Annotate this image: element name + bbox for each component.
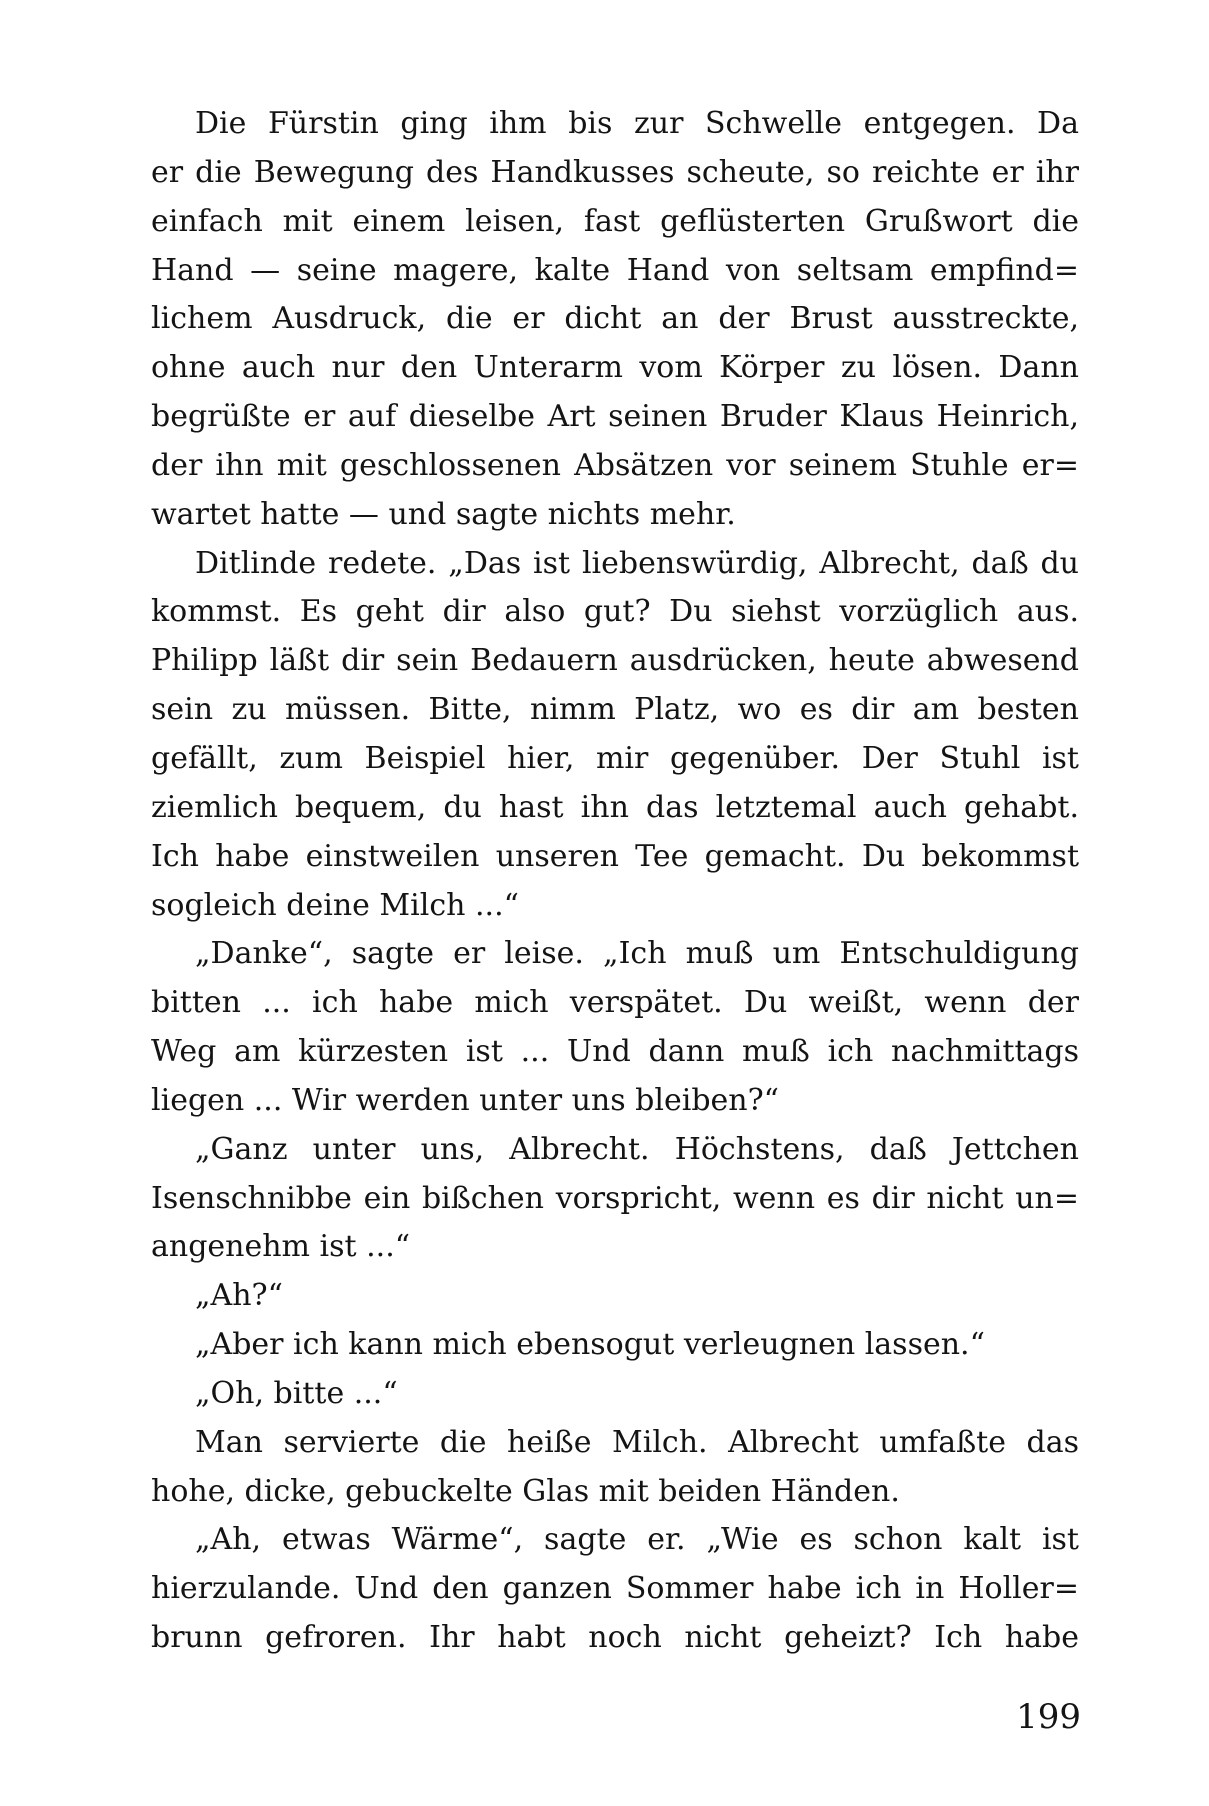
text-line: lichem Ausdruck, die er dicht an der Brust ausstreckte, — [151, 301, 1079, 337]
text-line: „Ah?“ — [195, 1278, 283, 1314]
text-line: angenehm ist ...“ — [151, 1229, 411, 1265]
text-line: Weg am kürzesten ist ... Und dann muß ich nachmittags — [151, 1034, 1079, 1070]
text-line: „Aber ich kann mich ebensogut verleugnen lassen.“ — [195, 1327, 985, 1363]
text-line: Ich habe einstweilen unseren Tee gemacht. Du bekommst — [151, 838, 1079, 874]
text-line: „Ganz unter uns, Albrecht. Höchstens, daß Jettchen — [195, 1131, 1079, 1167]
text-line: bitten ... ich habe mich verspätet. Du weißt, wenn der — [151, 985, 1079, 1021]
text-line: „Danke“, sagte er leise. „Ich muß um Entschuldigung — [195, 936, 1079, 972]
text-line: ohne auch nur den Unterarm vom Körper zu lösen. Dann — [151, 350, 1079, 386]
text-line: „Oh, bitte ...“ — [195, 1375, 398, 1411]
text-line: Ditlinde redete. „Das ist liebenswürdig, Albrecht, daß du — [195, 545, 1079, 581]
text-line: Isenschnibbe ein bißchen vorspricht, wenn es dir nicht un= — [151, 1180, 1079, 1216]
text-line: Man servierte die heiße Milch. Albrecht umfaßte das — [195, 1424, 1079, 1460]
text-line: er die Bewegung des Handkusses scheute, so reichte er ihr — [151, 154, 1079, 190]
text-line: ziemlich bequem, du hast ihn das letztemal auch gehabt. — [151, 789, 1079, 825]
text-line: Hand — seine magere, kalte Hand von seltsam empfind= — [151, 252, 1079, 288]
text-line: sein zu müssen. Bitte, nimm Platz, wo es dir am besten — [151, 692, 1079, 728]
text-line: hohe, dicke, gebuckelte Glas mit beiden Händen. — [151, 1473, 900, 1509]
text-line: liegen ... Wir werden unter uns bleiben?“ — [151, 1082, 780, 1118]
text-line: sogleich deine Milch ...“ — [151, 887, 519, 923]
body-text — [151, 100, 1079, 1663]
page-number: 199 — [1016, 1697, 1081, 1737]
text-line: begrüßte er auf dieselbe Art seinen Bruder Klaus Heinrich, — [151, 399, 1079, 435]
text-line: kommst. Es geht dir also gut? Du siehst vorzüglich aus. — [151, 594, 1079, 630]
text-line: hierzulande. Und den ganzen Sommer habe ich in Holler= — [151, 1571, 1079, 1607]
text-line: der ihn mit geschlossenen Absätzen vor seinem Stuhle er= — [151, 447, 1079, 483]
text-line: gefällt, zum Beispiel hier, mir gegenüber. Der Stuhl ist — [151, 740, 1079, 776]
text-line: Philipp läßt dir sein Bedauern ausdrücken, heute abwesend — [151, 643, 1079, 679]
text-line: brunn gefroren. Ihr habt noch nicht geheizt? Ich habe — [151, 1620, 1079, 1656]
text-line: wartet hatte — und sagte nichts mehr. — [151, 496, 736, 532]
text-line: Die Fürstin ging ihm bis zur Schwelle entgegen. Da — [195, 106, 1079, 141]
text-line: „Ah, etwas Wärme“, sagte er. „Wie es schon kalt ist — [195, 1522, 1079, 1558]
text-line: einfach mit einem leisen, fast geflüsterten Grußwort die — [151, 203, 1079, 239]
